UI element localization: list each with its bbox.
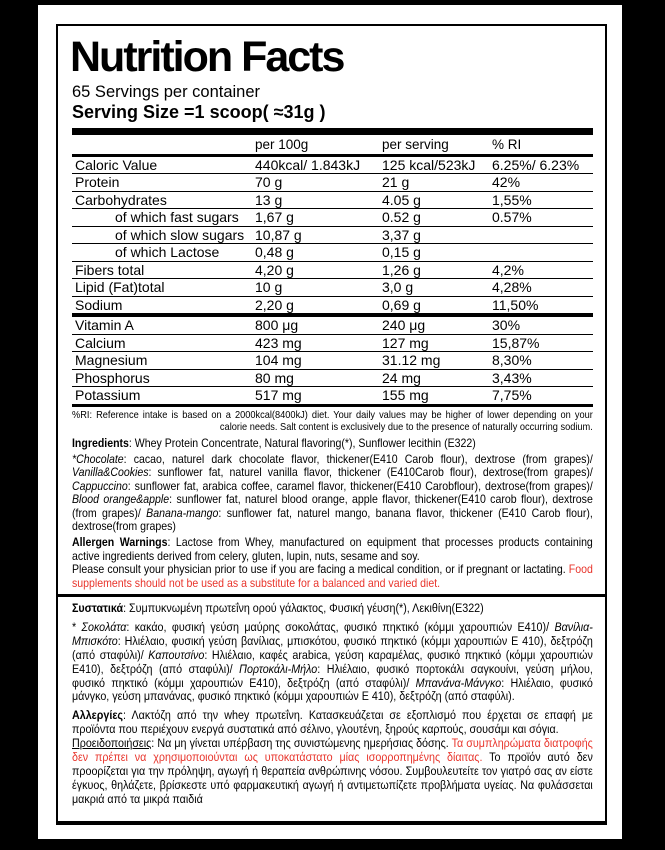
text-segment: : Να μη γίνεται υπέρβαση της συνιστώμενης ημερήσιας δόσης. xyxy=(151,736,452,751)
table-cell: 24 mg xyxy=(382,369,421,386)
table-cell: 155 mg xyxy=(382,387,429,404)
table-cell: 7,75% xyxy=(492,387,532,404)
table-row xyxy=(72,317,593,334)
table-cell: 423 mg xyxy=(255,334,302,351)
text-segment: Προειδοποιήσεις xyxy=(72,736,152,751)
table-row xyxy=(72,244,593,261)
table-cell: 1,26 g xyxy=(382,261,421,278)
text-segment: : Whey Protein Concentrate, Natural flavoring(*), Sunflower lecithin (E322) xyxy=(128,435,476,450)
table-cell: 127 mg xyxy=(382,334,429,351)
table-cell: 4,28% xyxy=(492,279,532,296)
nutrition-facts-panel xyxy=(56,24,607,825)
text-segment: : Ηλιέλαιο, φυσικό μάνγκο, γεύση μπανάνας, φυσικό πηκτικό (κόμμι χαρουπιών Ε 410), δεξτρόζη (από σταφύλι). xyxy=(72,675,593,704)
table-cell: Calcium xyxy=(75,334,126,351)
table-cell: 4,2% xyxy=(492,261,524,278)
section-divider xyxy=(58,594,605,597)
table-cell: 3,0 g xyxy=(382,279,414,296)
table-row xyxy=(72,279,593,296)
column-header-ri: % RI xyxy=(492,136,522,152)
text-segment: Συστατικά xyxy=(72,600,124,615)
table-cell: of which slow sugars xyxy=(115,226,245,243)
text-segment: * xyxy=(72,619,82,634)
table-cell: 104 mg xyxy=(255,352,302,369)
text-segment: : Λακτόζη από την whey πρωτεΐνη. Κατασκευάζεται σε εξοπλισμό που έρχεται σε επαφή με προϊόντα που περιέχουν ενεργά συστατικά από σέλινο, γλουτένη, ξηρούς καρπούς, σουσάμι και σόγια. xyxy=(72,708,593,737)
table-cell: Caloric Value xyxy=(75,156,158,173)
table-cell: 0.57% xyxy=(492,209,532,226)
text-segment: Banana-mango xyxy=(146,505,219,520)
table-cell: 30% xyxy=(492,317,521,334)
table-cell: 0,48 g xyxy=(255,244,294,261)
table-cell: 1,55% xyxy=(492,191,532,208)
table-cell: 6.25%/ 6.23% xyxy=(492,156,580,173)
ri-footnote xyxy=(72,409,593,434)
table-cell: 80 mg xyxy=(255,369,294,386)
table-cell: 0.52 g xyxy=(382,209,421,226)
ingredients-gr xyxy=(72,602,593,616)
text-segment: Blood orange&apple xyxy=(72,492,170,507)
text-segment: : Lactose from Whey, manufactured on equipment that processes products containing active ingredients derived from celery, gluten, lupin, nuts, sesame and soy. xyxy=(72,535,593,563)
table-row xyxy=(72,352,593,369)
table-row xyxy=(72,227,593,244)
text-segment: : Συμπυκνωμένη πρωτεΐνη ορού γάλακτος, Φυσική γέυση(*), Λεκιθίνη(Ε322) xyxy=(123,600,484,615)
table-cell: Magnesium xyxy=(75,352,148,369)
table-cell: Lipid (Fat)total xyxy=(75,279,165,296)
table-cell: 15,87% xyxy=(492,334,540,351)
allergies-gr xyxy=(72,709,593,737)
text-segment: Βανίλια-Μπισκότο xyxy=(72,619,593,648)
text-segment: Vanilla&Cookies xyxy=(72,465,149,480)
serving-size: Serving Size =1 scoop( ≈31g ) xyxy=(72,102,326,122)
text-segment: : κακάο, φυσική γεύση μαύρης σοκολάτας, φυσικό πηκτικό (κόμμι χαρουπιών Ε410)/ xyxy=(126,619,555,634)
table-cell: 800 μg xyxy=(255,317,299,334)
column-header-per-100g: per 100g xyxy=(255,136,309,152)
text-segment: Αλλεργίες xyxy=(72,708,124,723)
table-row xyxy=(72,335,593,352)
table-cell: 125 kcal/523kJ xyxy=(382,156,476,173)
text-segment: : Ηλιέλαιο, καφές arabica, γεύση καραμέλας, φυσικό πηκτικό (κόμμι χαρουπιών Ε410), δεξτρόζη (από σταφύλι)/ xyxy=(72,647,593,676)
table-cell: 11,50% xyxy=(492,296,539,313)
table-row xyxy=(72,370,593,387)
table-cell: of which fast sugars xyxy=(115,209,239,226)
table-cell: Fibers total xyxy=(75,261,145,278)
column-header-per-serving: per serving xyxy=(382,136,449,152)
allergen-warnings-en xyxy=(72,536,593,563)
flavors-gr xyxy=(72,621,593,704)
table-row xyxy=(72,174,593,191)
flavors-en xyxy=(72,453,593,533)
table-cell: 70 g xyxy=(255,174,283,191)
greek-text-section xyxy=(72,602,593,807)
table-cell: Potassium xyxy=(75,387,141,404)
table-cell: Phosphorus xyxy=(75,369,150,386)
table-cell: 240 μg xyxy=(382,317,426,334)
table-cell: Protein xyxy=(75,174,120,191)
label-card xyxy=(38,5,622,839)
table-cell: 517 mg xyxy=(255,387,302,404)
table-cell: 42% xyxy=(492,174,521,191)
table-row xyxy=(72,297,593,314)
table-cell: 4,20 g xyxy=(255,261,294,278)
table-cell: Sodium xyxy=(75,296,123,313)
table-cell: 3,43% xyxy=(492,369,532,386)
table-rule xyxy=(72,404,593,407)
text-segment: Food supplements should not be used as a substitute for a balanced and varied diet. xyxy=(72,562,593,590)
servings-per-container: 65 Servings per container xyxy=(72,82,261,101)
text-segment: *Chocolate xyxy=(72,451,124,466)
text-segment: Ingredients xyxy=(72,435,129,450)
page-title: Nutrition Facts xyxy=(70,33,344,81)
table-header-row xyxy=(72,136,593,154)
text-segment: Μπανάνα-Μάνγκο xyxy=(415,675,502,690)
table-cell: 8,30% xyxy=(492,352,532,369)
table-row xyxy=(72,192,593,209)
table-cell: Vitamin A xyxy=(75,317,134,334)
table-cell: 1,67 g xyxy=(255,209,294,226)
text-segment: Σοκολάτα xyxy=(81,619,127,634)
table-cell: 31.12 mg xyxy=(382,352,441,369)
text-segment: : sunflower fat, naturel vanilla flavor, thickener (E410Carob flour), dextrose(from grapes)/ xyxy=(148,465,593,480)
text-segment: : cacao, naturel dark chocolate flavor, thickener(E410 Carob flour), dextrose (from grapes)/ xyxy=(123,451,593,466)
nutrition-table xyxy=(72,136,593,407)
text-segment: Πορτοκάλι-Μήλο xyxy=(239,661,318,676)
text-segment: : sunflower fat, naturel mango, banana flavor, thickener (E410 Carob flour), dextrose(from grapes) xyxy=(72,505,593,533)
warnings-gr xyxy=(72,737,593,807)
text-segment: Το προϊόν αυτό δεν προορίζεται για την πρόληψη, αγωγή ή θεραπεία ανθρώπινης νόσου. Συμβουλευτείτε τον γιατρό σας αν είστε έγκυος, θηλάζετε, βρίσκεστε υπό φαρμακευτική αγωγή ή αντιμετωπίζετε προβλήματα υγείας. Να φυλάσσεται μακριά από τα μικρά παιδιά xyxy=(72,750,593,806)
text-segment: : Ηλιέλαιο, φυσικό πορτοκάλι σαγκουίνι, γεύση μήλου, φυσικό πηκτικό (κόμμι χαρουπιών Ε410), δεξτρόζη (από σταφύλι)/ xyxy=(72,661,593,690)
table-cell: 0,69 g xyxy=(382,296,421,313)
text-segment: Please consult your physician prior to use if you are facing a medical condition, or if pregnant or lactating. xyxy=(72,562,569,577)
ingredients-en xyxy=(72,437,593,450)
text-segment: : sunflower fat, naturel blood orange, apple flavor, thickener(E410 carob flour), dextrose (from grapes)/ xyxy=(72,492,593,520)
table-cell: 0,15 g xyxy=(382,244,421,261)
text-segment: : sunflower fat, arabica coffee, caramel flavor, thickener(E410 Carobflour), dextrose(from grapes)/ xyxy=(127,478,593,493)
text-segment: Cappuccino xyxy=(72,478,128,493)
table-row xyxy=(72,157,593,174)
table-body xyxy=(72,157,593,407)
table-row xyxy=(72,262,593,279)
table-cell: 10 g xyxy=(255,279,283,296)
table-cell: 13 g xyxy=(255,191,283,208)
table-cell: 4.05 g xyxy=(382,191,421,208)
table-row xyxy=(72,209,593,226)
table-cell: Carbohydrates xyxy=(75,191,167,208)
table-cell: 440kcal/ 1.843kJ xyxy=(255,156,361,173)
table-cell: 2,20 g xyxy=(255,296,294,313)
text-segment: Τα συμπληρώματα διατροφής δεν πρέπει να χρησιμοποιούνται ως υποκατάστατο μίας ισορροπημένης δίαιτας. xyxy=(72,736,593,765)
table-cell: 3,37 g xyxy=(382,226,421,243)
table-cell: of which Lactose xyxy=(115,244,220,261)
text-segment: : Ηλιέλαιο, φυσική γεύση βανίλιας, μπισκότου, φυσικό πηκτικό (κόμμι χαρουπιών Ε 410), δεξτρόζη (από σταφύλι)/ xyxy=(72,633,593,662)
table-row xyxy=(72,387,593,404)
english-text-section xyxy=(72,409,593,590)
table-cell: 10,87 g xyxy=(255,226,302,243)
medical-advice-en xyxy=(72,563,593,590)
table-cell: 21 g xyxy=(382,174,410,191)
text-segment: %RI: Reference intake is based on a 2000kcal(8400kJ) diet. Your daily values may be higher of lower depending on your calorie needs. Salt content is exclusively due to the presence of naturally occurring sodium. xyxy=(72,408,593,434)
text-segment: Καπουτσίνο xyxy=(148,647,205,662)
header-separator-bar xyxy=(72,128,593,135)
text-segment: Allergen Warnings xyxy=(72,535,168,550)
